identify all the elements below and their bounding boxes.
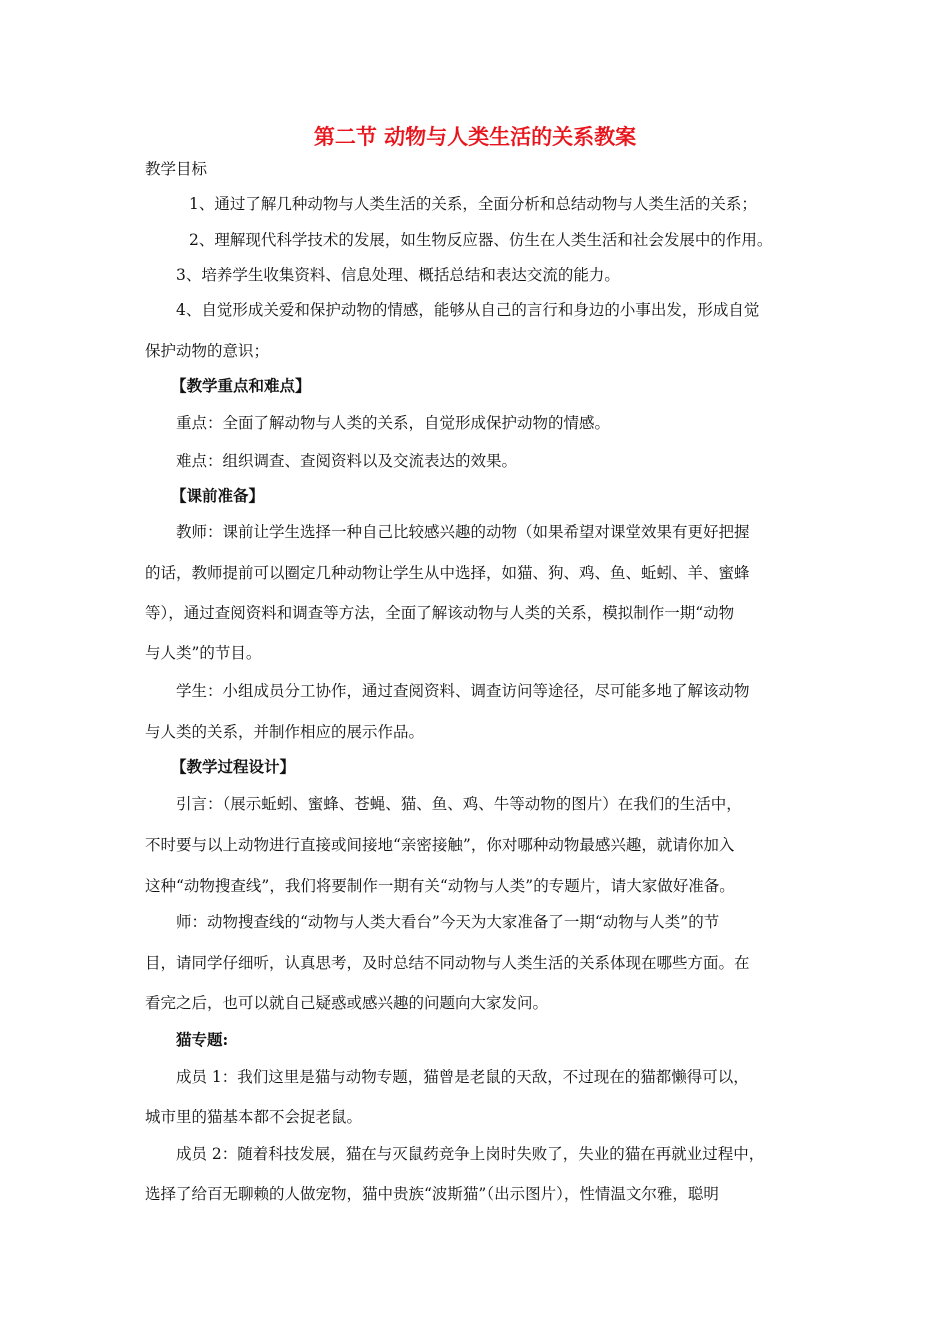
member1-line: 成员 1：我们这里是猫与动物专题，猫曾是老鼠的天敌，不过现在的猫都懒得可以， (176, 1068, 749, 1086)
student-prep-line: 学生：小组成员分工协作，通过查阅资料、调查访问等途径，尽可能多地了解该动物 (176, 682, 750, 700)
key-point: 重点：全面了解动物与人类的关系，自觉形成保护动物的情感。 (176, 414, 611, 432)
objective-line: 3、培养学生收集资料、信息处理、概括总结和表达交流的能力。 (176, 266, 620, 284)
teacher-prep-line: 等），通过查阅资料和调查等方法，全面了解该动物与人类的关系，模拟制作一期“动物 (145, 604, 735, 622)
objective-line: 1、通过了解几种动物与人类生活的关系，全面分析和总结动物与人类生活的关系； (189, 195, 757, 213)
objective-line: 2、理解现代科学技术的发展，如生物反应器、仿生在人类生活和社会发展中的作用。 (189, 231, 773, 249)
process-heading: 【教学过程设计】 (171, 757, 296, 776)
teacher-prep-line: 的话，教师提前可以圈定几种动物让学生从中选择，如猫、狗、鸡、鱼、蚯蚓、羊、蜜蜂 (145, 564, 750, 582)
student-prep-line: 与人类的关系，并制作相应的展示作品。 (145, 723, 425, 741)
intro-line: 不时要与以上动物进行直接或间接地“亲密接触”，你对哪种动物最感兴趣，就请你加入 (145, 836, 735, 854)
difficulty: 难点：组织调查、查阅资料以及交流表达的效果。 (176, 452, 518, 470)
intro-line: 引言：（展示蚯蚓、蜜蜂、苍蝇、猫、鱼、鸡、牛等动物的图片）在我们的生活中， (176, 795, 742, 813)
teacher-prep-line: 教师：课前让学生选择一种自己比较感兴趣的动物（如果希望对课堂效果有更好把握 (176, 523, 750, 541)
document-title: 第二节 动物与人类生活的关系教案 (313, 125, 637, 149)
objective-line: 4、自觉形成关爱和保护动物的情感，能够从自己的言行和身边的小事出发，形成自觉 (176, 301, 760, 319)
member2-line: 选择了给百无聊赖的人做宠物，猫中贵族“波斯猫”（出示图片），性情温文尔雅，聪明 (145, 1185, 719, 1203)
teacher-talk-line: 目，请同学仔细听，认真思考，及时总结不同动物与人类生活的关系体现在哪些方面。在 (145, 954, 750, 972)
member1-line: 城市里的猫基本都不会捉老鼠。 (145, 1108, 363, 1126)
objective-line: 保护动物的意识； (145, 342, 270, 360)
teacher-talk-line: 看完之后，也可以就自己疑惑或感兴趣的问题向大家发问。 (145, 994, 549, 1012)
cat-heading: 猫专题: (176, 1030, 229, 1049)
teacher-talk-line: 师：动物搜查线的“动物与人类大看台”今天为大家准备了一期“动物与人类”的节 (176, 913, 720, 931)
key-points-heading: 【教学重点和难点】 (171, 376, 311, 395)
member2-line: 成员 2：随着科技发展，猫在与灭鼠药竞争上岗时失败了，失业的猫在再就业过程中， (176, 1145, 765, 1163)
preparation-heading: 【课前准备】 (171, 486, 265, 505)
intro-line: 这种“动物搜查线”，我们将要制作一期有关“动物与人类”的专题片，请大家做好准备。 (145, 877, 735, 895)
objectives-heading: 教学目标 (145, 160, 208, 178)
teacher-prep-line: 与人类”的节目。 (145, 644, 262, 662)
